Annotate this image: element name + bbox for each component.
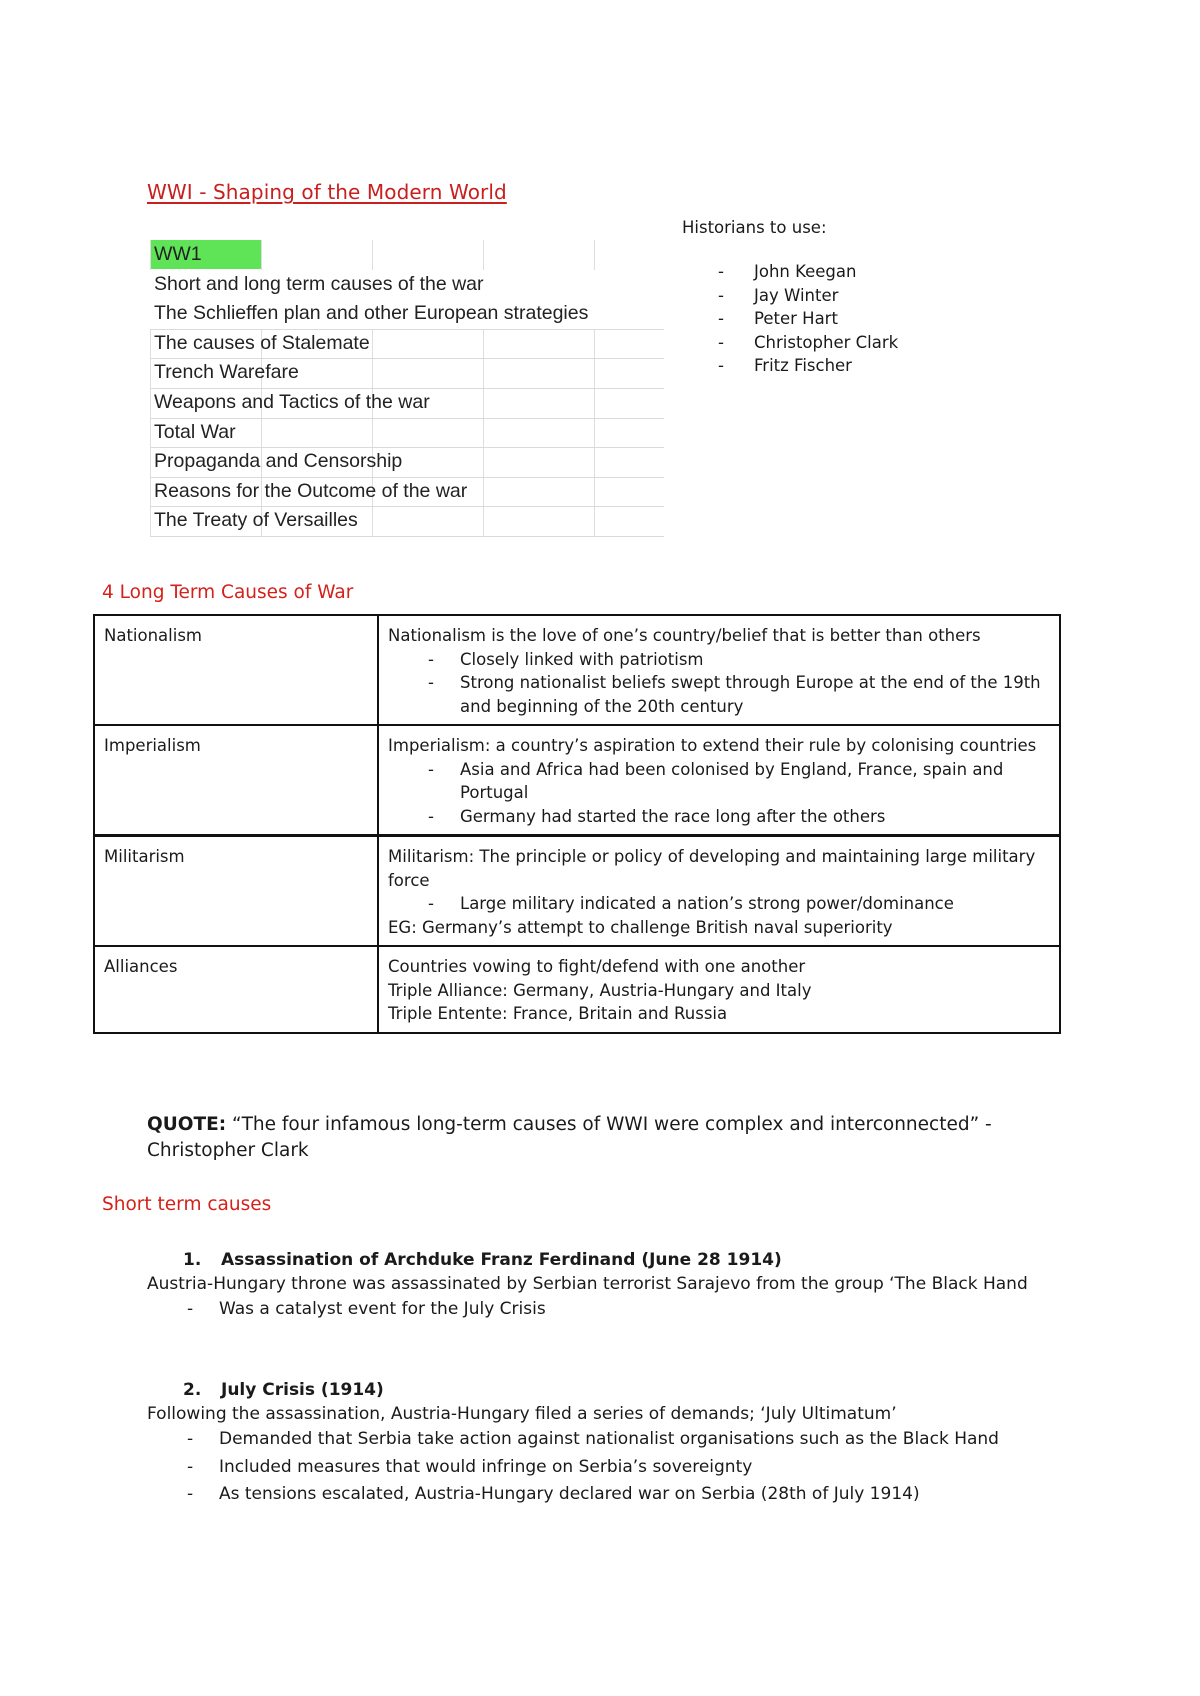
list-item: - Included measures that would infringe on Serbia’s sovereignty [147,1454,1077,1482]
list-item: - Was a catalyst event for the July Crisis [147,1296,1077,1324]
long-term-heading: 4 Long Term Causes of War [102,582,354,603]
sheet-row: Weapons and Tactics of the war [150,388,664,419]
sheet-row: The Schlieffen plan and other European strategies [150,299,664,330]
cause-cell: Imperialism [94,725,378,836]
list-item: - As tensions escalated, Austria-Hungary declared war on Serbia (28th of July 1914) [147,1481,1077,1509]
table-row [94,946,1060,1033]
table-row [94,615,1060,725]
item-body: Following the assassination, Austria-Hungary filed a series of demands; ‘July Ultimatum’ [147,1404,897,1424]
list-item: - Asia and Africa had been colonised by England, France, spain and Portugal [388,758,1050,805]
list-item: - Strong nationalist beliefs swept through Europe at the end of the 19th and beginning of the 20th century [388,671,1050,718]
list-item: - Demanded that Serbia take action against nationalist organisations such as the Black Hand [147,1426,1077,1454]
item-heading: 1. Assassination of Archduke Franz Ferdinand (June 28 1914) [183,1250,782,1270]
cause-cell: Alliances [94,946,378,1033]
table-row [94,725,1060,836]
list-item: - Closely linked with patriotism [388,648,1050,672]
quote-text: “The four infamous long-term causes of WWI were complex and interconnected” - Christopher Clark [147,1114,992,1161]
sheet-row: The causes of Stalemate [150,329,664,360]
sheet-row: Total War [150,418,664,449]
sheet-row: Propaganda and Censorship [150,447,664,478]
cause-cell: Nationalism [94,615,378,725]
historians-heading: Historians to use: [682,218,827,237]
short-term-item [147,1378,1077,1509]
short-term-heading: Short term causes [102,1194,272,1215]
list-item: - Germany had started the race long after the others [388,805,1050,829]
clark-quote [147,1112,1077,1164]
description-cell: Countries vowing to fight/defend with one another Triple Alliance: Germany, Austria-Hungary and Italy Triple Entente: France, Britain and Russia [378,946,1060,1033]
quote-label: QUOTE: [147,1114,227,1135]
list-item: - Large military indicated a nation’s strong power/dominance [388,892,1050,916]
item-heading: 2. July Crisis (1914) [183,1380,384,1400]
sheet-row: WW1 [150,240,664,271]
description-cell: Imperialism: a country’s aspiration to extend their rule by colonising countries - Asia and Africa had been colonised by England, France, spain and Portugal - Germany had started the race long after the others [378,725,1060,836]
short-term-item [147,1248,1077,1324]
table-row [94,836,1060,947]
syllabus-sheet [150,240,664,537]
sheet-row: The Treaty of Versailles [150,506,664,537]
sheet-row: Reasons for the Outcome of the war [150,477,664,508]
item-body: Austria-Hungary throne was assassinated by Serbian terrorist Sarajevo from the group ‘The Black Hand [147,1274,1028,1294]
long-term-causes-table [93,614,1061,1034]
document-title: WWI - Shaping of the Modern World [147,180,507,204]
sheet-row: Trench Warefare [150,358,664,389]
sheet-row: Short and long term causes of the war [150,270,664,301]
cause-cell: Militarism [94,836,378,947]
description-cell: Militarism: The principle or policy of developing and maintaining large military force - Large military indicated a nation’s strong power/dominance EG: Germany’s attempt to challenge British naval superiority [378,836,1060,947]
description-cell: Nationalism is the love of one’s country/belief that is better than others - Closely linked with patriotism - Strong nationalist beliefs swept through Europe at the end of the 19th and beginning of the 20th century [378,615,1060,725]
